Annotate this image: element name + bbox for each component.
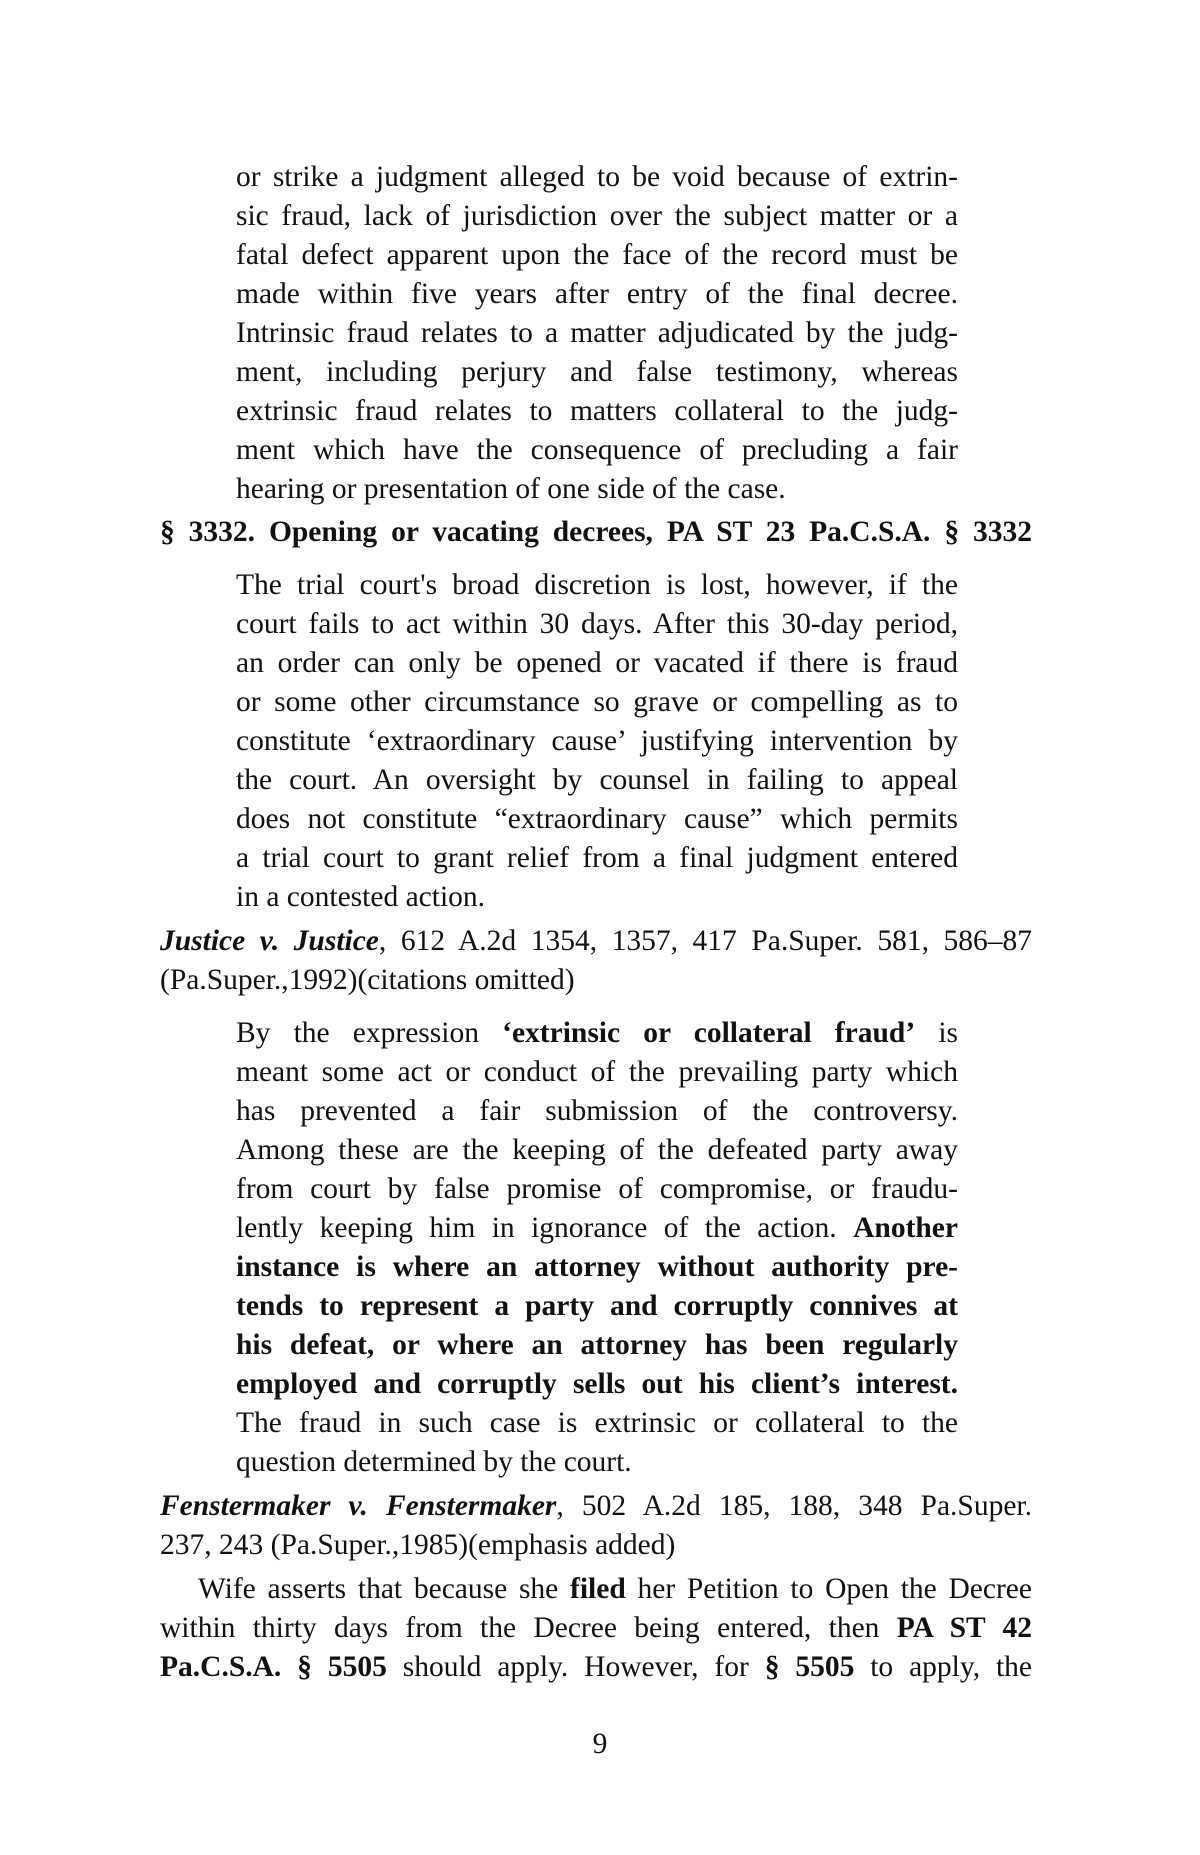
quote2-line: in a contested action. xyxy=(236,881,486,913)
quote2-line: The trial court's broad discretion is lost, however, if the xyxy=(236,569,958,601)
quote2-line: constitute ‘extraordinary cause’ justifying intervention by xyxy=(236,725,958,757)
case-name: Fenstermaker v. Fenstermaker xyxy=(160,1490,557,1522)
citation-line: 237, 243 (Pa.Super.,1985)(emphasis added) xyxy=(160,1529,676,1561)
quote1-line: sic fraud, lack of jurisdiction over the subject matter or a xyxy=(236,200,958,232)
quote1-line: ment, including perjury and false testimony, whereas xyxy=(236,356,958,388)
quote3-line xyxy=(236,1014,958,1052)
quote3-line xyxy=(236,1209,958,1247)
case-name: Justice v. Justice xyxy=(160,925,379,957)
quote-text: By the expression xyxy=(236,1017,503,1049)
body-emphasis: PA ST 42 xyxy=(896,1612,1032,1644)
quote2-line: court fails to act within 30 days. After this 30-day period, xyxy=(236,608,958,640)
citation-line: (Pa.Super.,1992)(citations omitted) xyxy=(160,964,575,996)
quote1-line: or strike a judgment alleged to be void because of extrin- xyxy=(236,161,958,193)
quote3-line-bold: employed and corruptly sells out his client’s interest. xyxy=(236,1368,958,1400)
quote3-line-bold: his defeat, or where an attorney has been regularly xyxy=(236,1329,958,1361)
body-text: to apply, the xyxy=(854,1651,1033,1683)
citation-line xyxy=(160,922,1032,960)
quote-text: lently keeping him in ignorance of the action. xyxy=(236,1212,854,1244)
body-emphasis: Pa.C.S.A. § 5505 xyxy=(160,1651,387,1683)
quote3-line: The fraud in such case is extrinsic or collateral to the xyxy=(236,1407,958,1439)
body-text: should apply. However, for xyxy=(386,1651,765,1683)
citation-text: , 502 A.2d 185, 188, 348 Pa.Super. xyxy=(556,1490,1032,1522)
quote3-line-bold: tends to represent a party and corruptly connives at xyxy=(236,1290,958,1322)
quote3-line: from court by false promise of compromise, or fraudu- xyxy=(236,1173,958,1205)
quote1-line: hearing or presentation of one side of the case. xyxy=(236,473,786,505)
quote-emphasis: ‘extrinsic or collateral fraud’ xyxy=(502,1017,916,1049)
quote3-line: question determined by the court. xyxy=(236,1446,632,1478)
quote3-line: Among these are the keeping of the defeated party away xyxy=(236,1134,958,1166)
section-heading: § 3332. Opening or vacating decrees, PA ST 23 Pa.C.S.A. § 3332 xyxy=(160,516,1032,548)
quote1-line: fatal defect apparent upon the face of the record must be xyxy=(236,239,958,271)
page-number: 9 xyxy=(592,1728,608,1760)
body-emphasis: § 5505 xyxy=(764,1651,855,1683)
quote2-line: does not constitute “extraordinary cause” which permits xyxy=(236,803,958,835)
body-line xyxy=(160,1648,1032,1686)
body-line xyxy=(160,1609,1032,1647)
quote3-line: meant some act or conduct of the prevailing party which xyxy=(236,1056,958,1088)
quote3-line: has prevented a fair submission of the controversy. xyxy=(236,1095,958,1127)
quote1-line: Intrinsic fraud relates to a matter adjudicated by the judg- xyxy=(236,317,958,349)
citation-line xyxy=(160,1487,1032,1525)
quote-emphasis: Another xyxy=(853,1212,958,1244)
body-text: Wife asserts that because she xyxy=(198,1573,571,1605)
quote2-line: a trial court to grant relief from a final judgment entered xyxy=(236,842,958,874)
quote2-line: an order can only be opened or vacated if there is fraud xyxy=(236,647,958,679)
quote2-line: the court. An oversight by counsel in failing to appeal xyxy=(236,764,958,796)
body-text: within thirty days from the Decree being entered, then xyxy=(160,1612,897,1644)
quote1-line: ment which have the consequence of precluding a fair xyxy=(236,434,958,466)
body-line xyxy=(198,1570,1032,1608)
quote1-line: made within five years after entry of the final decree. xyxy=(236,278,958,310)
citation-text: , 612 A.2d 1354, 1357, 417 Pa.Super. 581, 586–87 xyxy=(378,925,1033,957)
quote1-line: extrinsic fraud relates to matters collateral to the judg- xyxy=(236,395,958,427)
body-emphasis: filed xyxy=(570,1573,626,1605)
body-text: her Petition to Open the Decree xyxy=(625,1573,1032,1605)
quote-text: is xyxy=(915,1017,958,1049)
quote3-line-bold: instance is where an attorney without authority pre- xyxy=(236,1251,958,1283)
quote2-line: or some other circumstance so grave or compelling as to xyxy=(236,686,958,718)
